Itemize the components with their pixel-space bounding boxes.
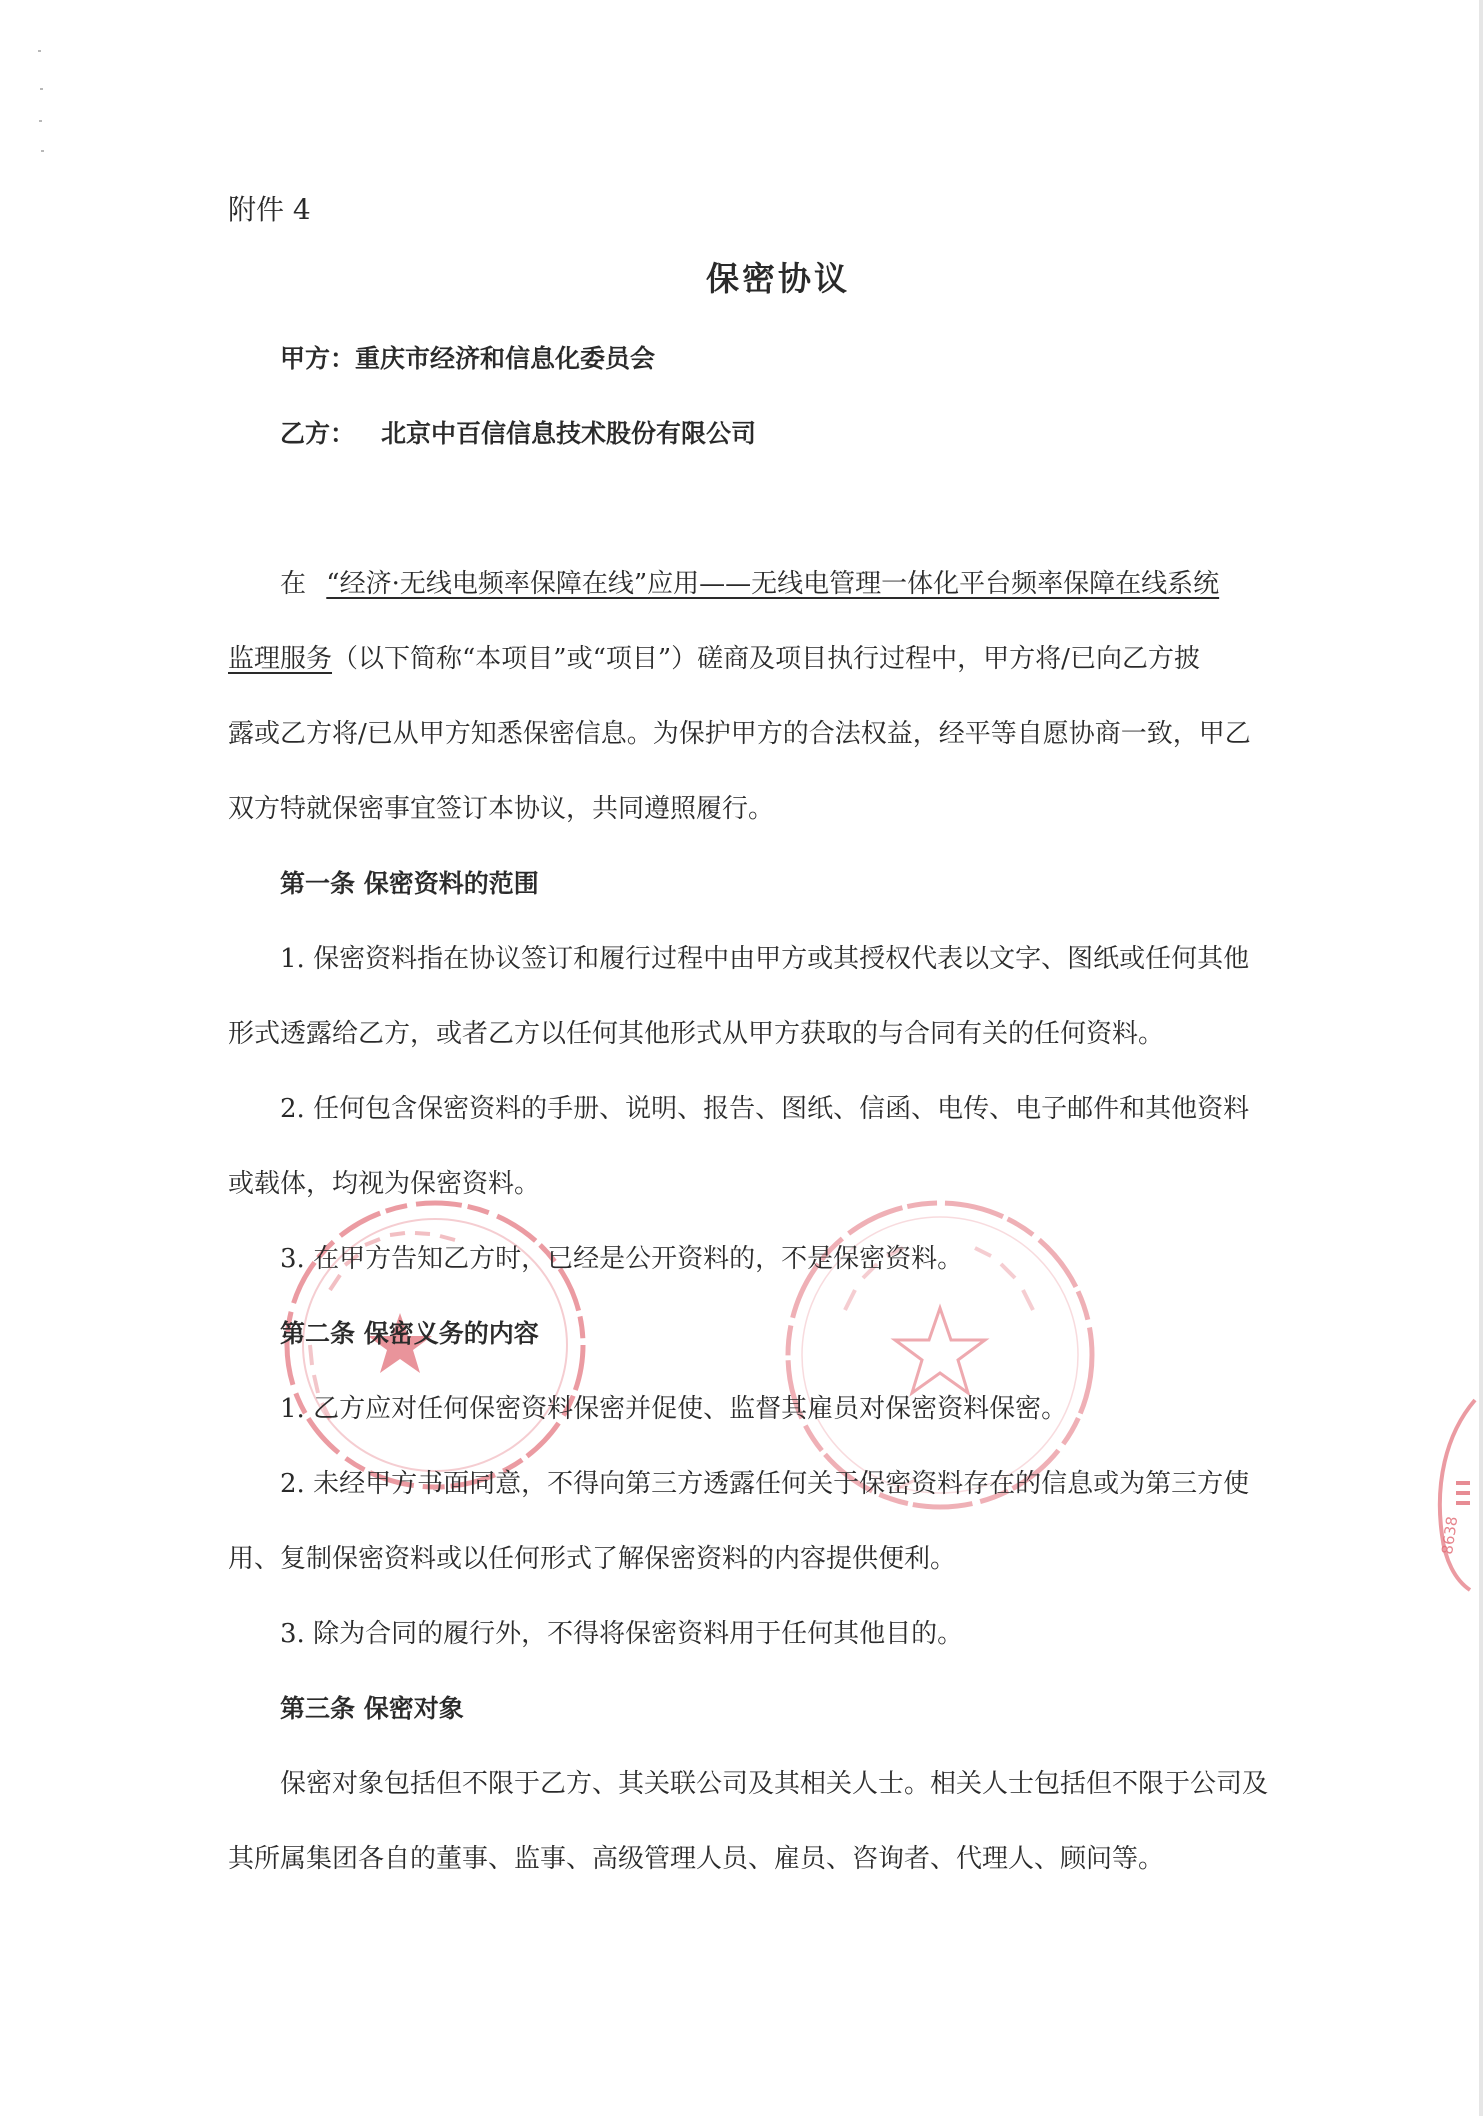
page-title: 保密协议 xyxy=(706,259,850,298)
scan-edge xyxy=(1479,0,1483,2116)
svg-text:8638: 8638 xyxy=(1438,1515,1462,1556)
intro-line-2 xyxy=(228,642,1200,676)
article-1-item-1-line-1: 1. 保密资料指在协议签订和履行过程中由甲方或其授权代表以文字、图纸或任何其他 xyxy=(280,944,1250,974)
party-a-label: 甲方： xyxy=(280,344,356,373)
article-2-item-1: 1. 乙方应对任何保密资料保密并促使、监督其雇员对保密资料保密。 xyxy=(280,1394,1068,1424)
article-1-heading: 第一条 保密资料的范围 xyxy=(280,869,539,898)
article-2-item-2-line-2: 用、复制保密资料或以任何形式了解保密资料的内容提供便利。 xyxy=(228,1544,957,1574)
intro-line-4: 双方特就保密事宜签订本协议，共同遵照履行。 xyxy=(228,794,775,824)
project-name-underlined-end: 监理服务 xyxy=(228,644,333,674)
party-b xyxy=(280,417,756,451)
article-1-item-2-line-1: 2. 任何包含保密资料的手册、说明、报告、图纸、信函、电传、电子邮件和其他资料 xyxy=(280,1094,1250,1124)
attachment-label: 附件 4 xyxy=(228,193,311,226)
article-2-heading: 第二条 保密义务的内容 xyxy=(280,1319,539,1348)
article-2-item-2-line-1: 2. 未经甲方书面同意，不得向第三方透露任何关于保密资料存在的信息或为第三方使 xyxy=(280,1469,1250,1499)
article-2-item-3: 3. 除为合同的履行外，不得将保密资料用于任何其他目的。 xyxy=(280,1619,964,1649)
party-b-name: 北京中百信信息技术股份有限公司 xyxy=(381,419,757,448)
party-a-name: 重庆市经济和信息化委员会 xyxy=(355,344,656,373)
article-1-item-3: 3. 在甲方告知乙方时，已经是公开资料的，不是保密资料。 xyxy=(280,1244,964,1274)
article-1-item-2-line-2: 或载体，均视为保密资料。 xyxy=(228,1169,541,1199)
article-3-heading: 第三条 保密对象 xyxy=(280,1694,464,1723)
intro-line-2-rest: （以下简称“本项目”或“项目”）磋商及项目执行过程中，甲方将/已向乙方披 xyxy=(332,644,1200,674)
seam-seal-fragment xyxy=(1420,1395,1480,1595)
party-a xyxy=(280,342,655,376)
article-1-item-1-line-2: 形式透露给乙方，或者乙方以任何其他形式从甲方获取的与合同有关的任何资料。 xyxy=(228,1019,1165,1049)
party-b-label: 乙方： xyxy=(280,419,356,448)
scan-specks xyxy=(38,50,48,160)
project-name-underlined: “经济·无线电频率保障在线”应用——无线电管理一体化平台频率保障在线系统 xyxy=(326,569,1220,599)
intro-line-3: 露或乙方将/已从甲方知悉保密信息。为保护甲方的合法权益，经平等自愿协商一致，甲乙 xyxy=(228,719,1251,749)
article-3-para-line-1: 保密对象包括但不限于乙方、其关联公司及其相关人士。相关人士包括但不限于公司及 xyxy=(280,1769,1269,1799)
intro-line-1 xyxy=(280,567,1219,601)
article-3-para-line-2: 其所属集团各自的董事、监事、高级管理人员、雇员、咨询者、代理人、顾问等。 xyxy=(228,1844,1165,1874)
intro-prefix: 在 xyxy=(280,569,307,599)
